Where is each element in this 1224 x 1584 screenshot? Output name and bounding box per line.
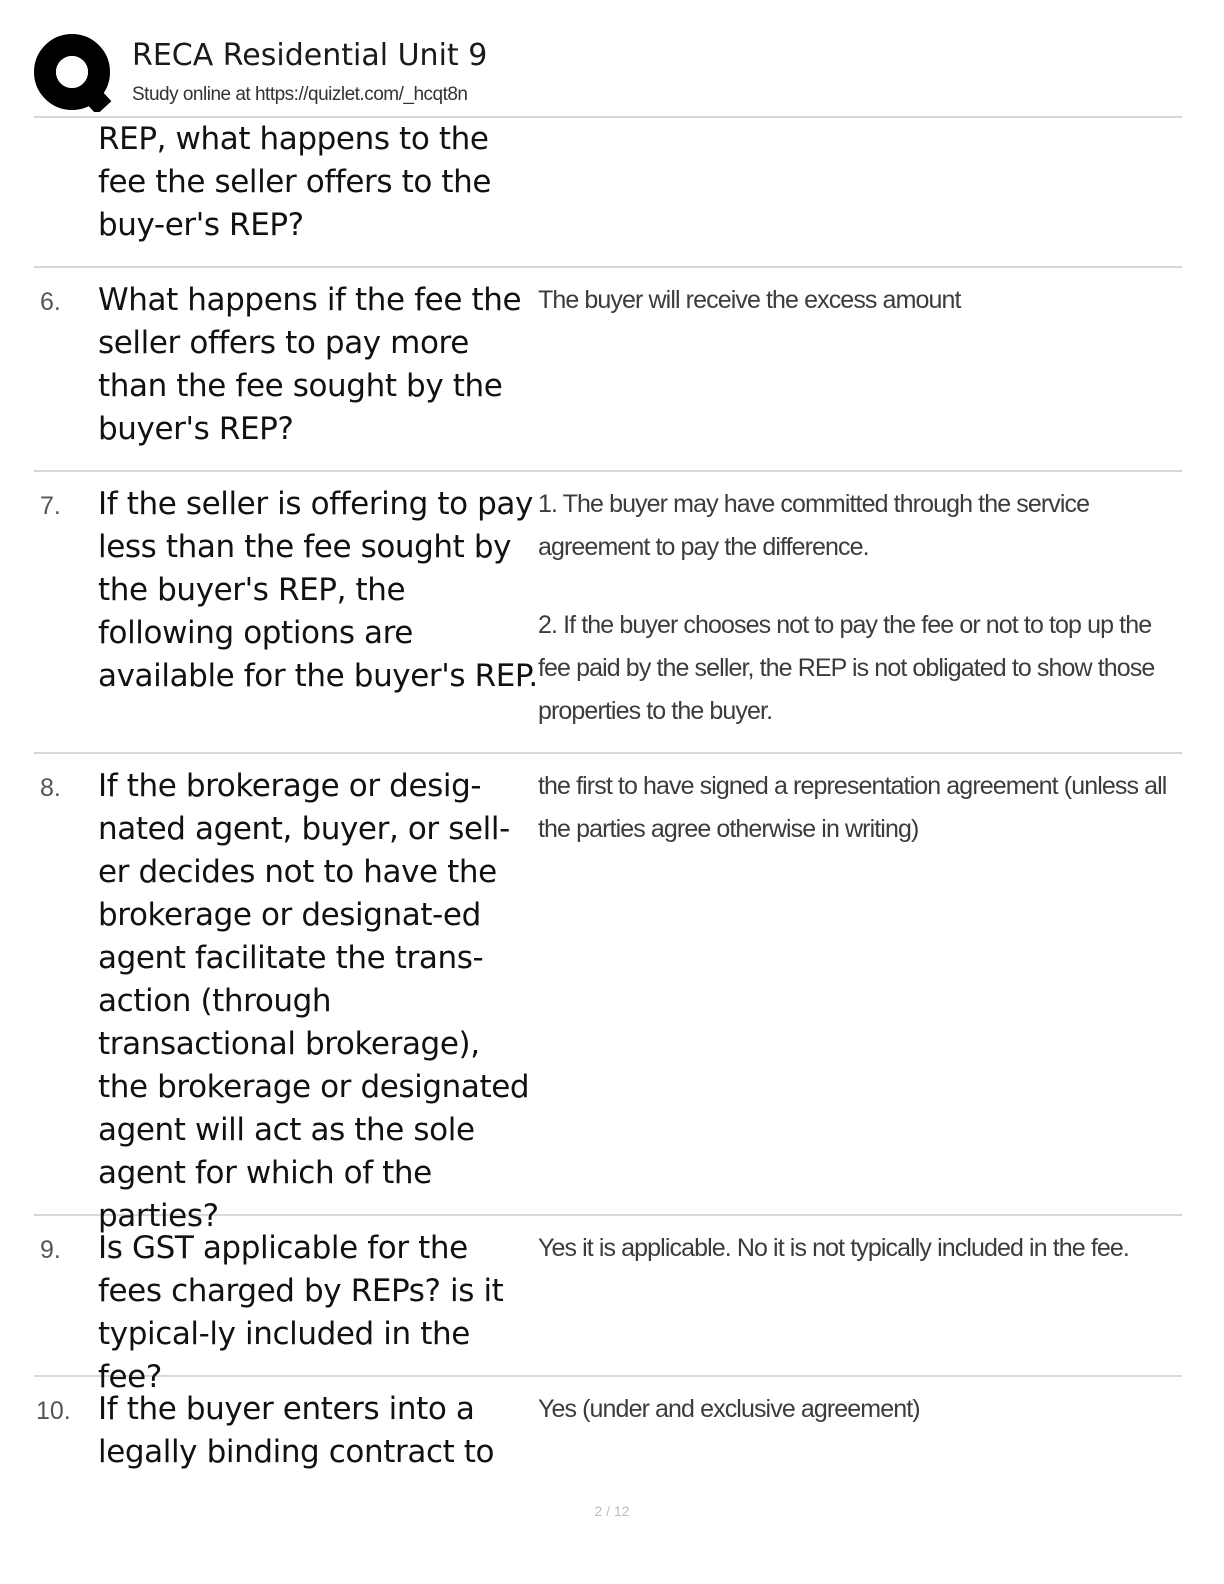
card-answer xyxy=(538,279,1178,322)
card-number: 7. xyxy=(40,492,61,520)
flashcard xyxy=(34,1377,1182,1487)
page-number: 2 / 12 xyxy=(594,1503,630,1519)
answer-text: Yes (under and exclusive agreement) xyxy=(538,1395,920,1423)
card-answer xyxy=(538,765,1178,851)
card-question: Is GST applicable for the fees charged by REPs? is it typical-ly included in the fee? xyxy=(98,1230,504,1395)
card-number: 10. xyxy=(36,1397,71,1425)
set-title: RECA Residential Unit 9 xyxy=(132,38,488,73)
card-number: 8. xyxy=(40,774,61,802)
flashcard xyxy=(34,1216,1182,1395)
card-question: If the seller is offering to pay less than the fee sought by the buyer's REP, the following options are available for the buyer's REP. xyxy=(98,486,538,694)
flashcard-list xyxy=(34,118,1182,1487)
card-answer xyxy=(538,483,1178,733)
flashcard xyxy=(34,754,1182,1234)
card-question: What happens if the fee the seller offers to pay more than the fee sought by the buyer's REP? xyxy=(98,282,522,447)
card-question: If the buyer enters into a legally binding contract to xyxy=(98,1391,495,1470)
flashcard xyxy=(34,268,1182,472)
flashcard xyxy=(34,472,1182,754)
answer-text: Yes it is applicable. No it is not typically included in the fee. xyxy=(538,1234,1129,1262)
answer-text: 1. The buyer may have committed through the service agreement to pay the difference. xyxy=(538,490,1090,561)
card-number: 9. xyxy=(40,1236,61,1264)
card-question: REP, what happens to the fee the seller offers to the buy-er's REP? xyxy=(98,121,492,243)
flashcard xyxy=(34,118,1182,268)
answer-text: the first to have signed a representation agreement (unless all the parties agree otherwise in writing) xyxy=(538,772,1167,843)
answer-text: 2. If the buyer chooses not to pay the fee or not to top up the fee paid by the seller, the REP is not obligated to show those properties to the buyer. xyxy=(538,611,1155,725)
quizlet-logo-icon xyxy=(34,34,116,112)
study-link[interactable]: Study online at https://quizlet.com/_hcqt8n xyxy=(132,84,468,105)
card-number: 6. xyxy=(40,288,61,316)
answer-text: The buyer will receive the excess amount xyxy=(538,286,961,314)
card-answer xyxy=(538,1227,1178,1270)
card-question: If the brokerage or desig-nated agent, buyer, or sell-er decides not to have the brokerage or designat-ed agent facilitate the trans-action (through transactional brokerage), the brokerage or designated agent will act as the sole agent for which of the parties? xyxy=(98,768,530,1234)
page-header xyxy=(34,34,1184,114)
card-answer xyxy=(538,1388,1178,1431)
